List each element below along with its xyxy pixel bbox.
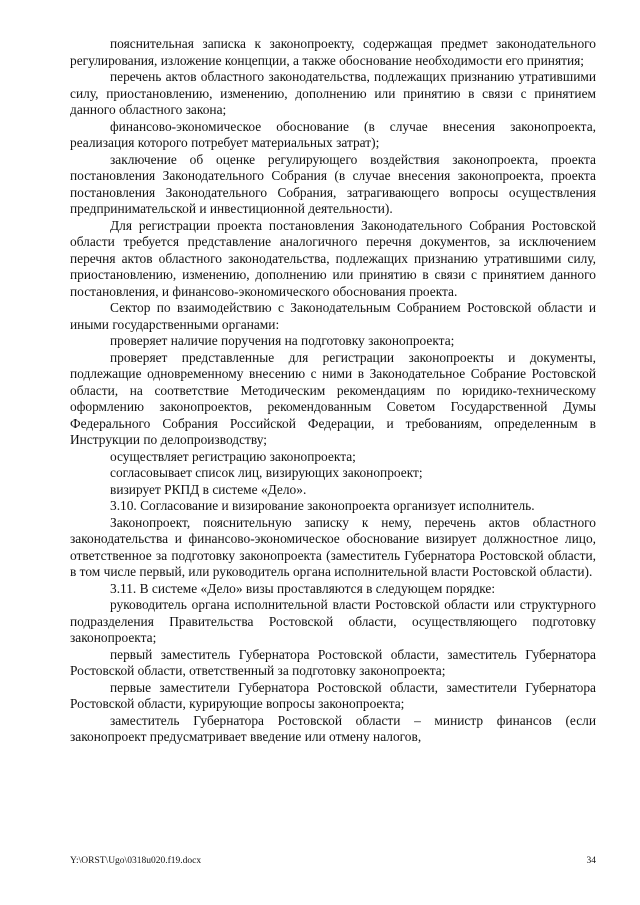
paragraph: Для регистрации проекта постановления Законодательного Собрания Ростовской области требуется представление аналогичного перечня документов, за исключением перечня актов областного законодательства, подлежащих признанию утратившими силу, приостановлению, изменению, дополнению или принятию в связи с принятием данного постановления, и финансово-экономического обоснования проекта.: [70, 217, 596, 299]
paragraph: заместитель Губернатора Ростовской области – министр финансов (если законопроект предусматривает введение или отмену налогов,: [70, 712, 596, 744]
paragraph: проверяет представленные для регистрации законопроекты и документы, подлежащие одновременному внесению с ними в Законодательное Собрание Ростовской области, на соответствие Методическим рекомендациям по юридико-техническому оформлению законопроектов, рекомендованным Советом Государственной Думы Федерального Собрания Российской Федерации, и требованиям, определенным в Инструкции по делопроизводству;: [70, 349, 596, 447]
paragraph: осуществляет регистрацию законопроекта;: [110, 448, 356, 464]
paragraph: пояснительная записка к законопроекту, содержащая предмет законодательного регулирования, изложение концепции, а также обоснование необходимости его принятия;: [70, 36, 596, 68]
page-footer: [70, 856, 596, 866]
paragraph: руководитель органа исполнительной власти Ростовской области или структурного подразделения Правительства Ростовской области, осуществляющего подготовку законопроекта;: [70, 597, 596, 645]
paragraph: визирует РКПД в системе «Дело».: [110, 481, 307, 497]
paragraph: первые заместители Губернатора Ростовской области, заместители Губернатора Ростовской области, курирующие вопросы законопроекта;: [70, 679, 596, 711]
paragraph: согласовывает список лиц, визирующих законопроект;: [110, 465, 423, 480]
paragraph: 3.11. В системе «Дело» визы проставляются в следующем порядке:: [110, 580, 496, 596]
file-path: Y:\ORST\Ugo\0318u020.f19.docx: [70, 856, 202, 866]
paragraph: финансово-экономическое обоснование (в случае внесения законопроекта, реализация которого потребует материальных затрат);: [70, 118, 596, 150]
paragraph: перечень актов областного законодательства, подлежащих признанию утратившими силу, приостановлению, изменению, дополнению или принятию в связи с принятием данного областного закона;: [70, 69, 596, 117]
paragraph: Сектор по взаимодействию с Законодательным Собранием Ростовской области и иными государственными органами:: [70, 300, 596, 332]
page-number: 34: [586, 856, 596, 866]
paragraph: 3.10. Согласование и визирование законопроекта организует исполнитель.: [110, 498, 535, 513]
paragraph: проверяет наличие поручения на подготовку законопроекта;: [110, 333, 455, 348]
paragraph: Законопроект, пояснительную записку к нему, перечень актов областного законодательства и финансово-экономическое обоснование визирует должностное лицо, ответственное за подготовку законопроекта (заместитель Губернатора Ростовской области, в том числе первый, или руководитель органа исполнительной власти Ростовской области).: [70, 514, 596, 579]
paragraph: первый заместитель Губернатора Ростовской области, заместитель Губернатора Ростовской области, ответственный за подготовку законопроекта;: [70, 646, 596, 678]
paragraph: заключение об оценке регулирующего воздействия законопроекта, проекта постановления Законодательного Собрания (в случае внесения законопроекта, проекта постановления Законодательного Собрания, затрагивающего вопросы осуществления предпринимательской и инвестиционной деятельности).: [70, 151, 596, 216]
body-text: [70, 36, 596, 746]
